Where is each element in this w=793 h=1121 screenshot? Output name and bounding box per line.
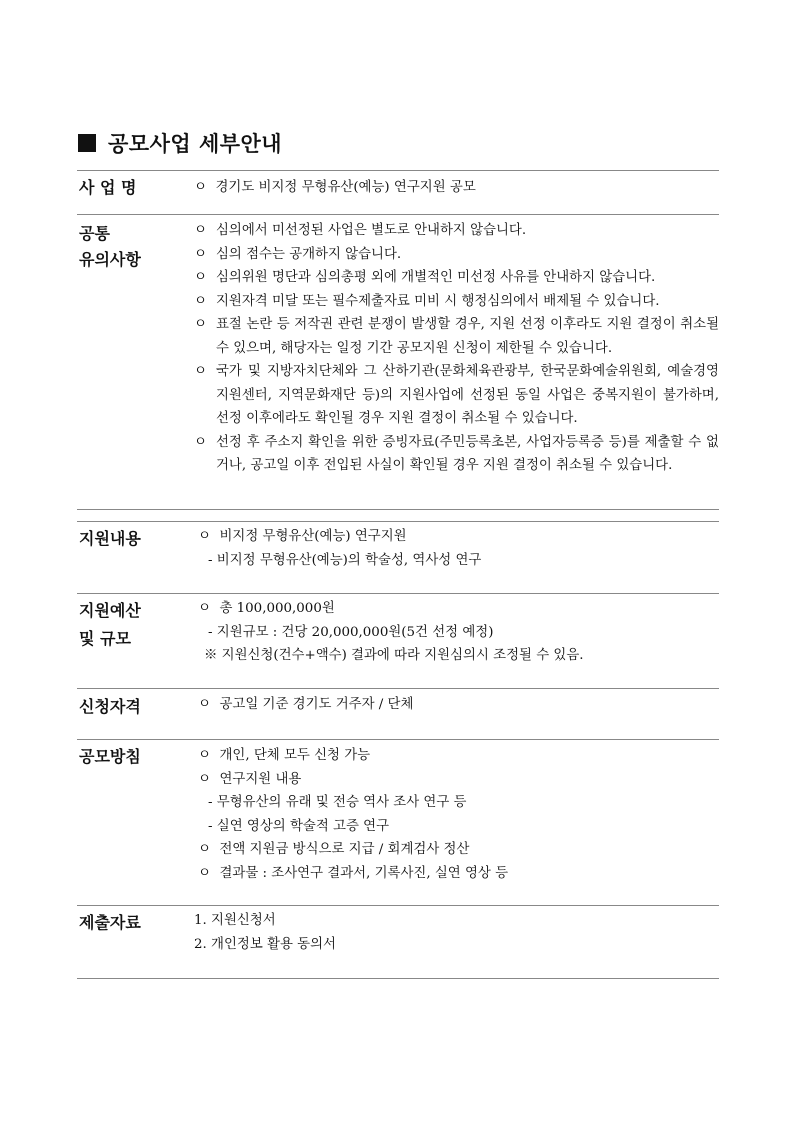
list-item: ㅇ 연구지원 내용: [198, 771, 302, 787]
bullet-icon: ㅇ: [194, 364, 207, 379]
bullet-icon: ㅇ: [198, 771, 211, 787]
budget-content: [198, 597, 584, 668]
project-content: [194, 176, 476, 200]
bullet-icon: ㅇ: [194, 434, 207, 450]
bullet-icon: ㅇ: [198, 529, 211, 544]
bullet-icon: ㅇ: [194, 317, 207, 332]
sub-item: - 실연 영상의 학술적 고증 연구: [208, 818, 390, 834]
section-policy: [77, 739, 719, 906]
list-item: ㅇ 심의에서 미선정된 사업은 별도로 안내하지 않습니다.: [194, 219, 719, 243]
section-support: [77, 521, 719, 594]
bullet-icon: ㅇ: [194, 270, 207, 285]
list-item: ㅇ 심의 점수는 공개하지 않습니다.: [194, 243, 719, 267]
project-name: 경기도 비지정 무형유산(예능) 연구지원 공모: [215, 180, 476, 195]
support-content: [198, 525, 481, 572]
section-label-notes-line1: 공통: [79, 224, 110, 243]
note-item: ※ 지원신청(건수+액수) 결과에 따라 지원심의시 조정될 수 있음.: [204, 648, 584, 663]
bullet-icon: ㅇ: [198, 865, 211, 881]
list-item: ㅇ 개인, 단체 모두 신청 가능: [198, 748, 371, 763]
eligibility-content: [198, 693, 413, 717]
list-item: ㅇ 전액 지원금 방식으로 지급 / 회계검사 정산: [198, 842, 470, 857]
bullet-icon: ㅇ: [194, 246, 207, 262]
section-documents: [77, 905, 719, 979]
bullet-icon: ㅇ: [198, 748, 211, 763]
section-label-notes-line2: 유의사항: [79, 250, 141, 269]
bullet-icon: ㅇ: [194, 293, 207, 309]
section-label-support: 지원내용: [79, 529, 141, 548]
bullet-icon: ㅇ: [198, 842, 211, 857]
list-item: [194, 176, 476, 200]
list-item: 1. 지원신청서: [194, 913, 276, 928]
list-item: ㅇ 공고일 기준 경기도 거주자 / 단체: [198, 697, 414, 712]
section-budget: [77, 593, 719, 689]
square-bullet-icon: [78, 134, 96, 152]
section-label-documents: 제출자료: [79, 913, 141, 932]
page-title-text: 공모사업 세부안내: [108, 132, 283, 156]
documents-content: [194, 909, 336, 956]
bullet-icon: ㅇ: [198, 601, 211, 616]
list-item: ㅇ 선정 후 주소지 확인을 위한 증빙자료(주민등록초본, 사업자등록증 등)를 제출할 수 없거나, 공고일 이후 전입된 사실이 확인될 경우 지원 결정이 취소될 수 있습니다.: [194, 431, 719, 478]
list-item: ㅇ 지원자격 미달 또는 필수제출자료 미비 시 행정심의에서 배제될 수 있습니다.: [194, 290, 719, 314]
bullet-icon: ㅇ: [194, 180, 207, 195]
page-title: [78, 128, 282, 158]
section-label-budget-line2: 및 규모: [79, 629, 131, 648]
section-notes: [77, 214, 719, 510]
list-item: ㅇ 심의위원 명단과 심의총평 외에 개별적인 미선정 사유를 안내하지 않습니다.: [194, 266, 719, 290]
notes-list: [194, 219, 719, 478]
sub-item: - 비지정 무형유산(예능)의 학술성, 역사성 연구: [208, 552, 482, 568]
section-label-budget-line1: 지원예산: [79, 601, 141, 620]
bullet-icon: ㅇ: [198, 697, 211, 712]
section-label-policy: 공모방침: [79, 747, 141, 766]
list-item: ㅇ 비지정 무형유산(예능) 연구지원: [198, 529, 407, 544]
list-item: ㅇ 결과물 : 조사연구 결과서, 기록사진, 실연 영상 등: [198, 865, 509, 881]
policy-content: [198, 744, 508, 885]
section-label-eligibility: 신청자격: [79, 697, 141, 716]
bullet-icon: ㅇ: [194, 223, 207, 238]
list-item: ㅇ 국가 및 지방자치단체와 그 산하기관(문화체육관광부, 한국문화예술위원회, 예술경영지원센터, 지역문화재단 등)의 지원사업에 선정된 동일 사업은 중복지원이 불가하며, 선정 이후에라도 확인될 경우 지원 결정이 취소될 수 있습니다.: [194, 360, 719, 431]
section-label-project: 사 업 명: [79, 178, 137, 197]
list-item: 2. 개인정보 활용 동의서: [194, 936, 336, 952]
sub-item: - 지원규모 : 건당 20,000,000원(5건 선정 예정): [208, 624, 494, 640]
section-project: [77, 170, 719, 215]
divider: [77, 509, 719, 510]
sub-item: - 무형유산의 유래 및 전승 역사 조사 연구 등: [208, 795, 467, 810]
section-eligibility: [77, 688, 719, 740]
list-item: ㅇ 총 100,000,000원: [198, 601, 335, 616]
list-item: ㅇ 표절 논란 등 저작권 관련 분쟁이 발생할 경우, 지원 선정 이후라도 지원 결정이 취소될 수 있으며, 해당자는 일정 기간 공모지원 신청이 제한될 수 있습니다.: [194, 313, 719, 360]
